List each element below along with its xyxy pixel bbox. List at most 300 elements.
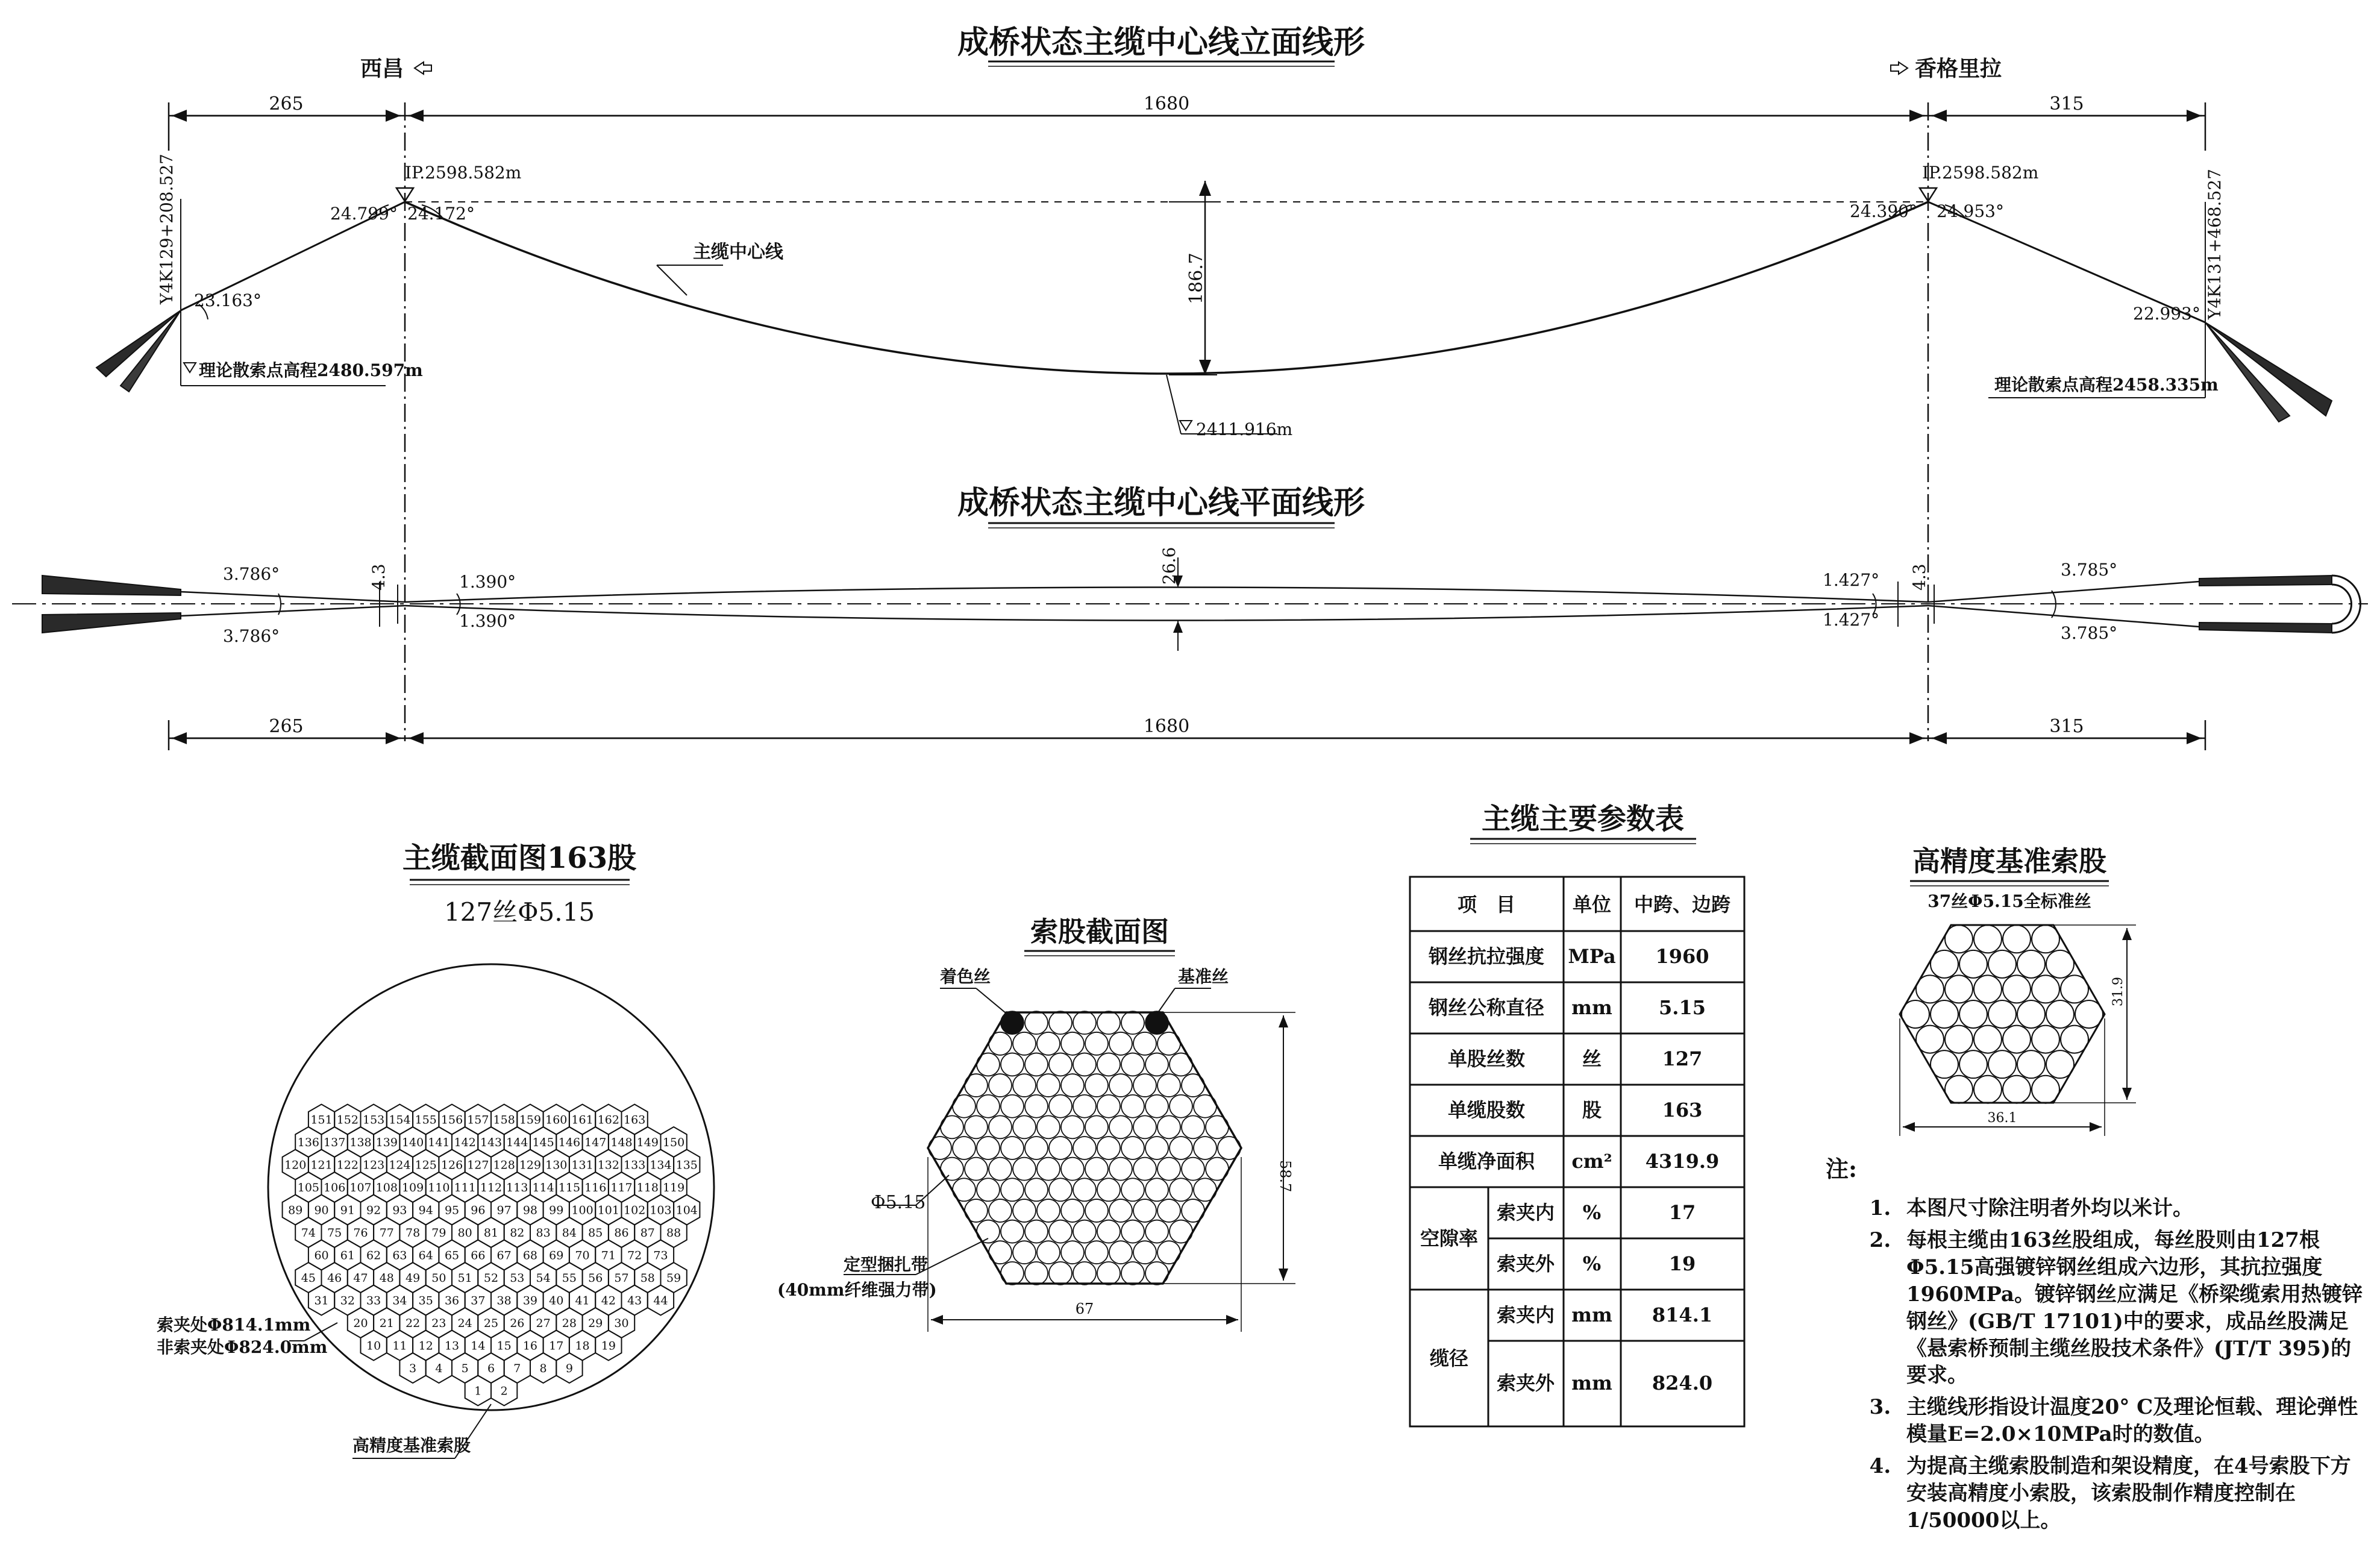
ref-wire-circle	[1974, 1076, 2002, 1103]
strand-number: 7	[513, 1362, 521, 1375]
wire-circle	[1025, 1011, 1048, 1034]
strand-number: 53	[510, 1272, 525, 1285]
ref-wire-circle	[2032, 1076, 2059, 1103]
strand-number: 23	[431, 1317, 446, 1330]
wire-circle	[989, 1241, 1012, 1264]
strand-number: 12	[418, 1339, 433, 1353]
strand-number: 89	[288, 1203, 303, 1217]
strand-number: 90	[314, 1203, 329, 1217]
angle-left-inner: 24.172°	[407, 204, 475, 224]
lowest-elevation: 2411.916m	[1196, 419, 1293, 439]
table-header-item: 项 目	[1457, 893, 1516, 916]
wire-circle	[1073, 1220, 1096, 1243]
wire-circle	[1097, 1137, 1120, 1159]
plan-angle-right-tower-bot: 1.427°	[1823, 610, 1880, 630]
angle-left-outer: 24.799°	[330, 204, 398, 224]
strand-number: 94	[418, 1203, 433, 1217]
strand-number: 49	[406, 1272, 421, 1285]
strand-number: 73	[653, 1249, 668, 1262]
strand-number: 35	[418, 1294, 433, 1308]
table-dia-label: 缆径	[1429, 1347, 1469, 1370]
wire-circle	[1133, 1241, 1156, 1264]
plan-view	[12, 557, 2368, 750]
strand-number: 36	[444, 1294, 460, 1308]
wire-circle	[1025, 1262, 1048, 1285]
strand-number: 91	[340, 1203, 355, 1217]
wire-circle	[1025, 1137, 1048, 1159]
wire-circle	[977, 1053, 1000, 1076]
strand-number: 161	[571, 1113, 593, 1127]
wire-circle	[1121, 1178, 1144, 1201]
wire-circle	[1013, 1032, 1036, 1055]
strand-number: 13	[444, 1339, 460, 1353]
wire-circle	[1121, 1262, 1144, 1285]
wire-circle	[1061, 1199, 1084, 1222]
strand-number: 163	[624, 1113, 646, 1127]
wire-circle	[1170, 1178, 1192, 1201]
ref-wire-circle	[1959, 1050, 1987, 1078]
table-row-unit: 股	[1582, 1099, 1602, 1121]
strand-number: 117	[610, 1181, 633, 1194]
strand-number: 132	[597, 1158, 619, 1172]
strand-number: 146	[558, 1136, 581, 1149]
strand-number: 78	[406, 1226, 421, 1240]
strand-number: 43	[627, 1294, 642, 1308]
strand-number: 9	[565, 1362, 573, 1375]
notes-block	[1826, 1154, 2368, 1539]
wire-circle	[1170, 1137, 1192, 1159]
strand-number: 103	[650, 1203, 672, 1217]
strand-number: 100	[571, 1203, 593, 1217]
strand-number: 1	[474, 1384, 482, 1398]
strand-number: 5	[461, 1362, 469, 1375]
ref-wire-circle	[1931, 950, 1958, 978]
table-dia-sub: 索夹外	[1496, 1372, 1555, 1394]
wire-circle	[1206, 1115, 1229, 1138]
ref-wire-circle	[2003, 975, 2031, 1003]
note-item: 4. 为提高主缆索股制造和架设精度，在4号索股下方安装高精度小索股，该索股制作精度控制在1/50000以上。	[1898, 1453, 2368, 1534]
ref-wire-circle	[2061, 975, 2088, 1003]
wire-circle	[1121, 1137, 1144, 1159]
strand-number: 113	[506, 1181, 528, 1194]
strand-number: 130	[545, 1158, 568, 1172]
ref-wire-circle	[1988, 1000, 2016, 1028]
ref-wire-circle	[2017, 1050, 2045, 1078]
ref-wire-circle	[2032, 1026, 2059, 1053]
wire-circle	[941, 1158, 963, 1181]
wire-circle	[1061, 1032, 1084, 1055]
strand-number: 72	[627, 1249, 642, 1262]
strand-number: 96	[471, 1203, 486, 1217]
ref-wire-circle	[2003, 1076, 2031, 1103]
strand-number: 112	[480, 1181, 503, 1194]
ref-wire-circle	[2032, 975, 2059, 1003]
strand-number: 21	[379, 1317, 394, 1330]
table-void-value: 19	[1668, 1252, 1696, 1275]
wire-circle	[1206, 1158, 1229, 1181]
ref-wire-circle	[1959, 1000, 1987, 1028]
strand-number: 76	[353, 1226, 368, 1240]
angle-right-anchor: 22.993°	[2133, 304, 2200, 324]
sag-value: 186.7	[1186, 252, 1207, 304]
wire-circle	[1085, 1074, 1108, 1097]
colored-wire-label: 着色丝	[940, 967, 991, 986]
strand-number: 46	[327, 1272, 342, 1285]
dia-clamp: 索夹处Φ814.1mm	[157, 1315, 311, 1335]
table-void-unit: %	[1582, 1201, 1602, 1224]
wire-circle	[1001, 1095, 1024, 1118]
table-row-value: 4319.9	[1645, 1150, 1720, 1173]
ref-wire-circle	[2046, 950, 2074, 978]
strand-number: 80	[457, 1226, 472, 1240]
strand-number: 127	[467, 1158, 489, 1172]
wire-circle	[977, 1095, 1000, 1118]
strand-number: 10	[366, 1339, 381, 1353]
strand-number: 28	[562, 1317, 577, 1330]
plan-angle-left-tower-top: 1.390°	[459, 572, 516, 592]
ref-wire-circle	[1945, 975, 1973, 1003]
strand-number: 15	[496, 1339, 512, 1353]
wire-circle	[1049, 1220, 1072, 1243]
wire-circle	[1061, 1074, 1084, 1097]
wire-circle	[1025, 1220, 1048, 1243]
strand-number: 29	[588, 1317, 603, 1330]
ref-wire-circle	[1974, 925, 2002, 953]
table-row-value: 5.15	[1659, 996, 1706, 1019]
strand-number: 136	[297, 1136, 320, 1149]
strand-number: 14	[471, 1339, 486, 1353]
wire-circle	[1157, 1241, 1180, 1264]
wire-circle	[1157, 1115, 1180, 1138]
wire-circle	[1182, 1074, 1204, 1097]
wire-circle	[1145, 1262, 1168, 1285]
strand-title: 索股截面图	[1030, 915, 1169, 948]
wire-circle	[1085, 1199, 1108, 1222]
wire-circle	[1001, 1011, 1024, 1034]
wire-circle	[1145, 1220, 1168, 1243]
wire-circle	[953, 1095, 975, 1118]
wire-circle	[1073, 1053, 1096, 1076]
strand-number: 108	[375, 1181, 398, 1194]
angle-right-inner: 24.390°	[1850, 201, 1917, 221]
wire-circle	[1001, 1053, 1024, 1076]
strand-number: 155	[415, 1113, 437, 1127]
wire-circle	[1194, 1178, 1217, 1201]
strand-number: 162	[597, 1113, 619, 1127]
strand-number: 149	[636, 1136, 659, 1149]
wire-circle	[1037, 1032, 1060, 1055]
strand-number: 38	[496, 1294, 512, 1308]
strand-number: 131	[571, 1158, 593, 1172]
table-void-sub: 索夹内	[1496, 1201, 1555, 1224]
strand-number: 86	[614, 1226, 629, 1240]
wire-circle	[1085, 1241, 1108, 1264]
wire-circle	[965, 1074, 988, 1097]
strand-number: 111	[454, 1181, 476, 1194]
wire-circle	[929, 1137, 951, 1159]
strand-number: 61	[340, 1249, 355, 1262]
strand-number: 8	[539, 1362, 547, 1375]
strand-number: 158	[493, 1113, 515, 1127]
angle-right-outer: 24.953°	[1937, 201, 2004, 221]
wire-circle	[1097, 1220, 1120, 1243]
wire-circle	[1097, 1262, 1120, 1285]
wire-circle	[1182, 1158, 1204, 1181]
strand-height: 58.7	[1277, 1160, 1294, 1193]
table-dia-value: 814.1	[1652, 1303, 1713, 1326]
plan-angle-right-tower-top: 1.427°	[1823, 570, 1880, 590]
strand-number: 148	[610, 1136, 633, 1149]
table-row-value: 1960	[1655, 945, 1709, 968]
strand-number: 45	[301, 1272, 316, 1285]
strand-number: 122	[336, 1158, 359, 1172]
strand-number: 104	[675, 1203, 698, 1217]
table-void-unit: %	[1582, 1252, 1602, 1275]
wire-circle	[977, 1220, 1000, 1243]
strand-number: 3	[409, 1362, 417, 1375]
wire-circle	[1037, 1241, 1060, 1264]
wire-circle	[1157, 1158, 1180, 1181]
strand-number: 119	[662, 1181, 685, 1194]
table-void-label: 空隙率	[1420, 1227, 1479, 1250]
wire-circle	[1109, 1241, 1132, 1264]
strand-number: 6	[487, 1362, 495, 1375]
wire-circle	[1194, 1137, 1217, 1159]
wire-circle	[1157, 1074, 1180, 1097]
table-row-item: 单股丝数	[1447, 1047, 1526, 1070]
strand-number: 51	[457, 1272, 472, 1285]
wire-circle	[989, 1158, 1012, 1181]
wire-circle	[1037, 1199, 1060, 1222]
wire-circle	[1218, 1137, 1241, 1159]
wire-circle	[1097, 1095, 1120, 1118]
strand-number: 34	[392, 1294, 407, 1308]
strand-number: 56	[588, 1272, 603, 1285]
strand-number: 18	[575, 1339, 590, 1353]
notes-list	[1826, 1195, 2368, 1534]
strand-number: 30	[614, 1317, 629, 1330]
ref-wire-circle	[1988, 950, 2016, 978]
strand-number: 81	[483, 1226, 499, 1240]
ip-left-label: IP.2598.582m	[405, 163, 522, 183]
strand-number: 85	[588, 1226, 603, 1240]
note-item: 2. 每根主缆由163丝股组成，每丝股则由127根Φ5.15高强镀锌钢丝组成六边形，其抗拉强度1960MPa。镀锌钢丝应满足《桥梁缆索用热镀锌钢丝》(GB/T 17101)中的要求，成品丝股满足《悬索桥预制主缆丝股技术条件》(JT/T 395)的要求。	[1898, 1227, 2368, 1389]
wire-circle	[1121, 1011, 1144, 1034]
wire-circle	[1133, 1199, 1156, 1222]
strand-number: 92	[366, 1203, 381, 1217]
section-subtitle: 127丝Φ5.15	[443, 897, 595, 927]
strand-number: 137	[324, 1136, 346, 1149]
strand-number: 27	[536, 1317, 551, 1330]
strand-number: 145	[532, 1136, 554, 1149]
wire-circle	[1073, 1262, 1096, 1285]
ref-wire-circle	[1945, 1026, 1973, 1053]
strand-number: 57	[614, 1272, 629, 1285]
strand-number: 150	[662, 1136, 685, 1149]
strand-number: 126	[440, 1158, 463, 1172]
ref-wire-circle	[1988, 1050, 2016, 1078]
strand-number: 32	[340, 1294, 355, 1308]
strand-number: 68	[522, 1249, 538, 1262]
wire-circle	[1097, 1011, 1120, 1034]
plan-angle-left-top: 3.786°	[223, 564, 280, 584]
strand-number: 139	[375, 1136, 398, 1149]
strand-number: 154	[389, 1113, 411, 1127]
wire-circle	[1049, 1178, 1072, 1201]
strand-number: 64	[418, 1249, 433, 1262]
table-void-sub: 索夹外	[1496, 1252, 1555, 1275]
strand-number: 83	[536, 1226, 551, 1240]
wire-circle	[1037, 1158, 1060, 1181]
notes-heading: 注:	[1826, 1155, 1858, 1182]
strand-number: 142	[454, 1136, 476, 1149]
ref-wire-circle	[1916, 975, 1944, 1003]
strand-number: 102	[624, 1203, 646, 1217]
strand-number: 151	[310, 1113, 333, 1127]
ref-wire-circle	[2046, 1000, 2074, 1028]
strand-number: 135	[675, 1158, 698, 1172]
strand-number: 2	[500, 1384, 508, 1398]
wire-circle	[1121, 1095, 1144, 1118]
wire-circle	[977, 1178, 1000, 1201]
wire-circle	[1133, 1115, 1156, 1138]
anchor-left-station: Y4K129+208.527	[157, 154, 177, 304]
ip-right-label: IP.2598.582m	[1922, 163, 2039, 183]
wire-circle	[1145, 1053, 1168, 1076]
wire-circle	[1025, 1053, 1048, 1076]
band-sub-label: (40mm纤维强力带)	[777, 1280, 937, 1300]
strand-number: 156	[440, 1113, 463, 1127]
strand-number: 88	[666, 1226, 681, 1240]
wire-circle	[1037, 1115, 1060, 1138]
wire-circle	[1109, 1032, 1132, 1055]
strand-number: 22	[406, 1317, 421, 1330]
strand-number: 140	[401, 1136, 424, 1149]
wire-circle	[1073, 1137, 1096, 1159]
splay-right: 理论散索点高程2458.335m	[1994, 375, 2219, 395]
strand-number: 55	[562, 1272, 577, 1285]
elev-dim-main: 1680	[1143, 93, 1190, 114]
wire-circle	[1121, 1220, 1144, 1243]
wire-circle	[1145, 1178, 1168, 1201]
wire-circle	[1001, 1262, 1024, 1285]
table-row-unit: cm²	[1571, 1150, 1612, 1173]
wire-circle	[965, 1199, 988, 1222]
wire-dia-label: Φ5.15	[871, 1192, 926, 1213]
strand-number: 84	[562, 1226, 577, 1240]
strand-number: 77	[379, 1226, 394, 1240]
ref-wire-circle	[2075, 1000, 2103, 1028]
strand-number: 4	[435, 1362, 443, 1375]
strand-number: 99	[549, 1203, 564, 1217]
wire-circle	[1061, 1115, 1084, 1138]
strand-number: 159	[519, 1113, 542, 1127]
strand-number: 101	[597, 1203, 619, 1217]
table-row-value: 163	[1662, 1099, 1703, 1121]
strand-number: 71	[601, 1249, 616, 1262]
strand-number: 11	[392, 1339, 407, 1353]
strand-number: 40	[549, 1294, 564, 1308]
ref-strand-height: 31.9	[2111, 977, 2126, 1006]
wire-circle	[1194, 1095, 1217, 1118]
wire-circle	[1025, 1178, 1048, 1201]
strand-number: 124	[389, 1158, 411, 1172]
wire-circle	[1085, 1115, 1108, 1138]
strand-number: 129	[519, 1158, 542, 1172]
ref-wire-circle	[2061, 1026, 2088, 1053]
wire-circle	[1073, 1178, 1096, 1201]
strand-number: 60	[314, 1249, 329, 1262]
wire-circle	[989, 1074, 1012, 1097]
strand-number: 37	[471, 1294, 486, 1308]
strand-number: 67	[496, 1249, 512, 1262]
strand-number: 50	[431, 1272, 446, 1285]
elev-dim-left: 265	[269, 93, 304, 114]
strand-number: 87	[640, 1226, 655, 1240]
ref-strand-section	[1900, 925, 2136, 1136]
strand-number: 33	[366, 1294, 381, 1308]
table-row-value: 127	[1662, 1047, 1703, 1070]
strand-number: 141	[428, 1136, 450, 1149]
main-cable-section	[268, 964, 714, 1458]
ref-wire-label: 基准丝	[1178, 967, 1229, 986]
ref-wire-circle	[1916, 1026, 1944, 1053]
wire-circle	[1182, 1115, 1204, 1138]
ref-wire-circle	[1945, 1076, 1973, 1103]
wire-circle	[1133, 1158, 1156, 1181]
strand-number: 160	[545, 1113, 568, 1127]
table-dia-unit: mm	[1571, 1303, 1612, 1326]
strand-number: 147	[584, 1136, 607, 1149]
ref-wire-circle	[2032, 925, 2059, 953]
band-label: 定型捆扎带	[844, 1255, 929, 1275]
table-dia-unit: mm	[1571, 1372, 1612, 1394]
strand-number: 153	[363, 1113, 385, 1127]
strand-number: 98	[522, 1203, 538, 1217]
strand-number: 95	[444, 1203, 460, 1217]
strand-number: 128	[493, 1158, 515, 1172]
splay-left: 理论散索点高程2480.597m	[199, 360, 423, 380]
ref-wire-circle	[2017, 1000, 2045, 1028]
strand-number: 157	[467, 1113, 489, 1127]
wire-circle	[1085, 1158, 1108, 1181]
wire-circle	[1061, 1158, 1084, 1181]
wire-circle	[1133, 1032, 1156, 1055]
anchor-right-station: Y4K131+468.527	[2205, 169, 2225, 319]
wire-circle	[1013, 1199, 1036, 1222]
wire-circle	[1121, 1053, 1144, 1076]
wire-circle	[1001, 1178, 1024, 1201]
param-table	[1420, 893, 1730, 1394]
ref-strand-subtitle: 37丝Φ5.15全标准丝	[1927, 891, 2091, 911]
wire-circle	[1061, 1241, 1084, 1264]
strand-number: 114	[532, 1181, 554, 1194]
wire-circle	[1025, 1095, 1048, 1118]
strand-number: 52	[483, 1272, 499, 1285]
strand-number: 54	[536, 1272, 551, 1285]
wire-circle	[1049, 1011, 1072, 1034]
strand-number: 134	[650, 1158, 672, 1172]
strand-number: 65	[444, 1249, 460, 1262]
wire-circle	[1013, 1074, 1036, 1097]
plan-gap-right: 4.3	[1909, 563, 1929, 591]
table-dia-value: 824.0	[1652, 1372, 1713, 1394]
ref-wire-circle	[2046, 1050, 2074, 1078]
strand-number: 19	[601, 1339, 616, 1353]
strand-number: 82	[510, 1226, 525, 1240]
wire-circle	[1049, 1095, 1072, 1118]
ref-wire-circle	[2003, 1026, 2031, 1053]
